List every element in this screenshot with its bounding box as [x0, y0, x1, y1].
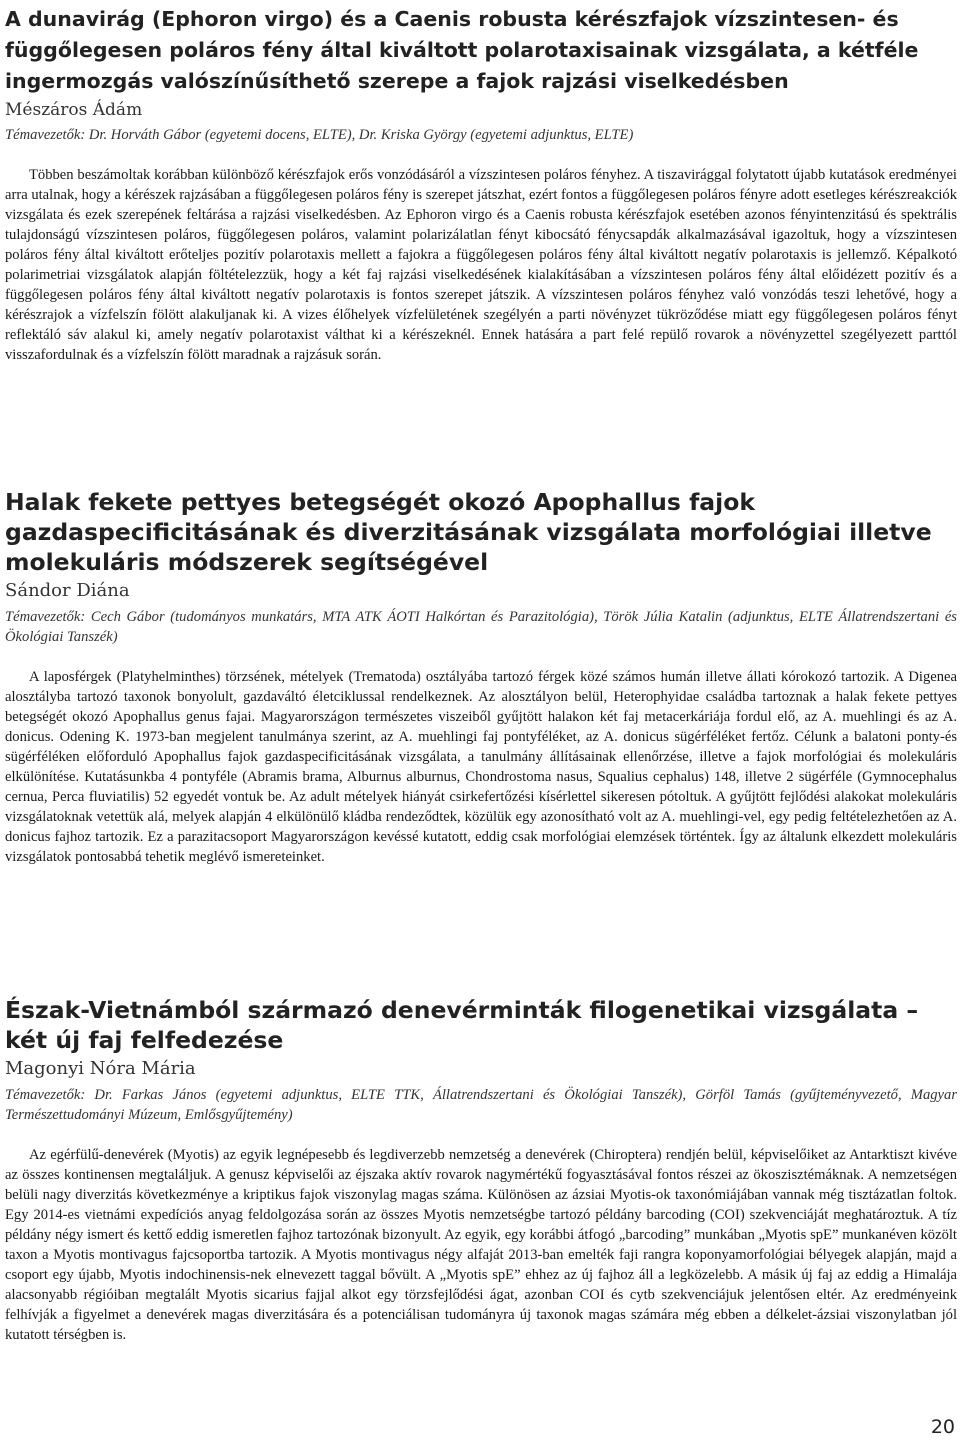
supervisors-line: Témavezetők: Cech Gábor (tudományos munkatárs, MTA ATK ÁOTI Halkórtan és Parazitológia), Török Júlia Katalin (adjunktus, ELTE Állatrendszertani és Ökológiai Tanszék)	[5, 609, 957, 645]
author-name: Magonyi Nóra Mária	[5, 1058, 196, 1079]
supervisors-line: Témavezetők: Dr. Farkas János (egyetemi adjunktus, ELTE TTK, Állatrendszertani és Ökológiai Tanszék), Görföl Tamás (gyűjteményvezető, Magyar Természettudományi Múzeum, Emlősgyűjtemény)	[5, 1087, 957, 1123]
abstract-body: Többen beszámoltak korábban különböző kérészfajok erős vonzódásáról a vízszintesen poláros fényhez. A tiszavirággal folytatott újabb kutatások eredményei arra utalnak, hogy a kérészek rajzásában a függőlegesen poláros fény is szerepet játszhat, ezért fontos a függőlegesen poláros fényre adott esetleges kérészreakciók vizsgálata és ezek szerepének feltárása a rajzási viselkedésben. Az Ephoron virgo és a Caenis robusta kérészfajok esetében azonos fényintenzitású és spektrális tulajdonságú vízszintesen poláros, függőlegesen poláros, valamint polarizálatlan fényt kibocsátó fénycsapdák alkalmazásával igazoltuk, hogy a vízszintesen poláros fény által kiváltott erőteljes pozitív polarotaxis mellett a fajokra a függőlegesen poláros fény által kiváltott negatív polarotaxis is jellemző. Képalkotó polarimetriai vizsgálatok alapján föltételezzük, hogy a két faj rajzási viselkedésének kialakításában a vízszintesen poláros fény által előidézett pozitív és a függőlegesen poláros fény által kiváltott negatív polarotaxis is fontos szerepet játszik. A vízszintesen poláros fényhez való vonzódás teszi lehetővé, hogy a kérészrajok a vízfelszín fölött alakuljanak ki. A vizes élőhelyek vízfelületének szegélyén a parti növényzet tükröződése miatt egy függőlegesen poláros fényt reflektáló sáv alakul ki, amely negatív polarotaxist válthat ki a kérészeknél. Ennek hatására a part felé repülő rovarok a növényzettel szegélyezett parttól visszafordulnak és a vízfelszín fölött maradnak a rajzásuk során.	[5, 167, 957, 363]
author-name: Mészáros Ádám	[5, 100, 143, 120]
supervisors-line: Témavezetők: Dr. Horváth Gábor (egyetemi docens, ELTE), Dr. Kriska György (egyetemi adjunktus, ELTE)	[5, 127, 634, 143]
author-name: Sándor Diána	[5, 580, 130, 601]
abstract-title: Észak-Vietnámból származó denevérminták filogenetikai vizsgálata – két új faj felfedezése	[5, 996, 919, 1054]
abstract-3	[5, 995, 957, 1345]
abstract-2	[5, 487, 957, 867]
abstract-title: A dunavirág (Ephoron virgo) és a Caenis robusta kérészfajok vízszintesen- és függőlegesen poláros fény által kiváltott polarotaxisainak vizsgálata, a kétféle ingermozgás valószínűsíthető szerepe a fajok rajzási viselkedésben	[5, 7, 919, 93]
page-number: 20	[930, 1416, 955, 1438]
abstract-body: Az egérfülű-denevérek (Myotis) az egyik legnépesebb és legdiverzebb nemzetség a denevérek (Chiroptera) rendjén belül, képviselőiket az Antarktiszt kivéve az összes kontinensen megtaláljuk. A genusz képviselői az éjszaka aktív rovarok nagymértékű fogyasztásával fontos részei az ökoszisztémáknak. A nemzetségen belüli nagy diverzitás következménye a kriptikus fajok viszonylag magas száma. Különösen az ázsiai Myotis-ok taxonómiájában vannak még tisztázatlan foltok. Egy 2014-es vietnámi expedíciós anyag feldolgozása során az összes Myotis nemzetségbe tartozó példány barcoding (COI) szekvenciáját meghatároztuk. A tíz példány négy ismert és kettő eddig ismeretlen fajhoz tartozónak bizonyult. Az egyik, egy korábbi átfogó „barcoding” munkában „Myotis spE” munkanéven közölt taxon a Myotis montivagus fajcsoportba tartozik. A Myotis montivagus négy alfaját 2013-ban emelték faji rangra koponyamorfológiai bélyegek alapján, majd a csoport egy újabb, Myotis indochinensis-nek elnevezett taggal bővült. A „Myotis spE” ehhez az új fajhoz áll a legközelebb. A másik új faj az eddig a Himalája alacsonyabb régióiban megtalált Myotis sicarius fajjal alkot egy törzsfejlődési ágat, azonban COI és cytb szekvenciájuk jelentősen eltér. Az eredményeink felhívják a figyelmet a denevérek magas diverzitására és a potenciálisan tudományra új taxonok magas számára még ebben a délkelet-ázsiai viszonylatban jól kutatott térségben is.	[5, 1147, 957, 1343]
abstract-title: Halak fekete pettyes betegségét okozó Apophallus fajok gazdaspecificitásának és diverzitásának vizsgálata morfológiai illetve molekuláris módszerek segítségével	[5, 488, 932, 576]
abstract-body: A laposférgek (Platyhelminthes) törzsének, mételyek (Trematoda) osztályába tartozó férgek közé számos humán illetve állati kórokozó tartozik. A Digenea alosztályba tartozó taxonok bonyolult, gazdaváltó életciklussal rendelkeznek. Az alosztályon belül, Heterophyidae családba tartoznak a halak fekete pettyes betegségét okozó Apophallus genus fajai. Magyarországon természetes viszeiből gyűjtött halakon két faj metacerkáriája fordul elő, az A. muehlingi és az A. donicus. Odening K. 1973-ban megjelent tanulmánya szerint, az A. muehlingi faj pontyféléket, az A. donicus sügérféléket fertőz. Célunk a balatoni ponty-és sügérféléken előforduló Apophallus fajok gazdaspecificitásának vizsgálata, a tanulmány állításainak ellenőrzése, illetve a fajok morfológiai és molekuláris elkülönítése. Kutatásunkba 4 pontyféle (Abramis brama, Alburnus alburnus, Chondrostoma nasus, Squalius cephalus) 148, illetve 2 sügérféle (Gymnocephalus cernua, Perca fluviatilis) 52 egyedét vontuk be. Az adult mételyek hiányát csirkefertőzési kísérlettel sikeresen pótoltuk. A gyűjtött fejlődési alakokat molekuláris vizsgálatoknak vetettük alá, melyek alapján 4 elkülönülő kládba rendeződtek, közülük egy azonosítható volt az A. muehlingi-vel, egy pedig feltételezhetően az A. donicus fajhoz tartozik. Ez a parazitacsoport Magyarországon kevéssé kutatott, eddig csak morfológiai elemzések történtek. Így az általunk elkezdett molekuláris vizsgálatok pontosabbá tehetik meglévő ismereteinket.	[5, 669, 957, 865]
abstract-1	[5, 4, 957, 365]
